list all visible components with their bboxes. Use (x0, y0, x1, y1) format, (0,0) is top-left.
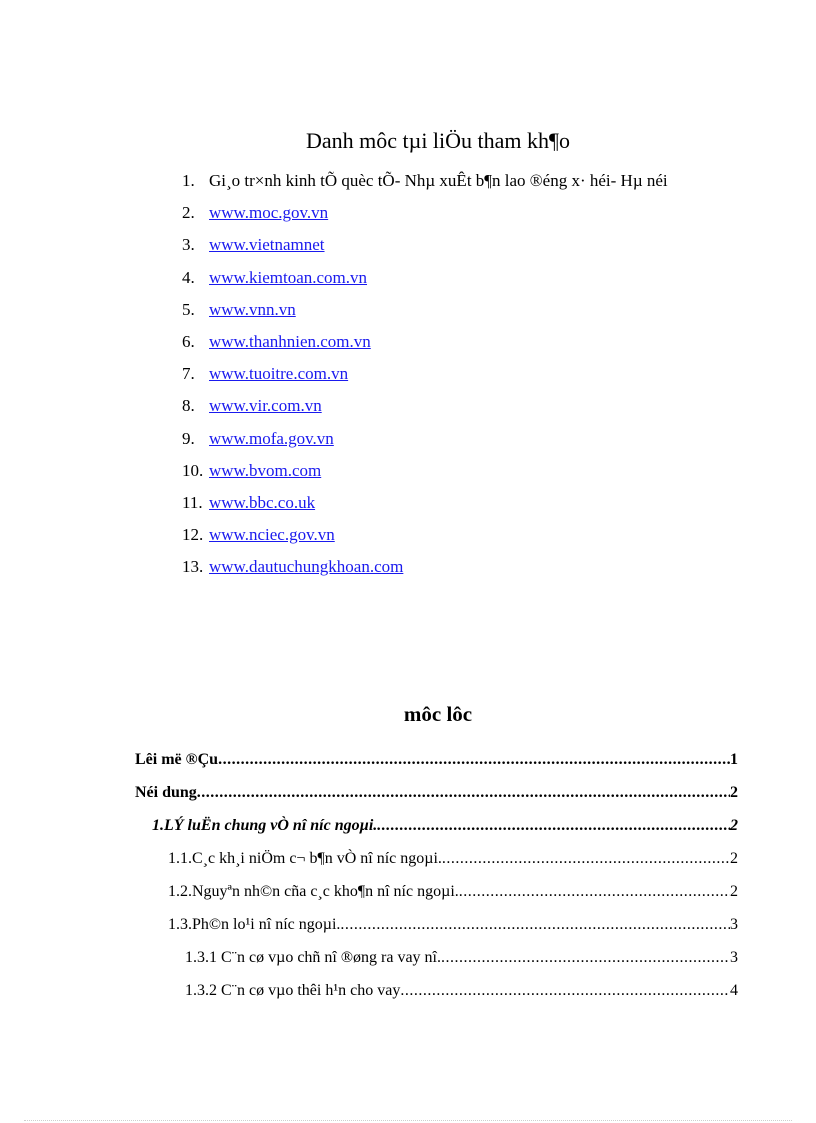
toc-leader-dots (340, 913, 730, 937)
references-title: Danh môc tµi liÖu tham kh¶o (306, 128, 570, 153)
reference-number: 4. (182, 267, 195, 287)
toc-leader-dots (400, 979, 730, 1003)
reference-number: 13. (182, 557, 204, 577)
toc-leader-dots (442, 847, 730, 871)
reference-item-1 (182, 170, 668, 202)
reference-number: 8. (182, 396, 195, 416)
toc-entry[interactable] (135, 748, 738, 772)
toc-entry-page: 2 (730, 883, 738, 900)
references-list (182, 170, 668, 588)
toc-entry-label: 1.2.Nguyªn nh©n cña c¸c kho¶n nî níc ngoµi. (168, 883, 459, 900)
toc-entry-page: 2 (730, 850, 738, 867)
reference-link[interactable]: www.thanhnien.com.vn (209, 331, 371, 351)
reference-link[interactable]: www.vnn.vn (209, 299, 296, 319)
toc-entry-page: 2 (730, 817, 738, 834)
reference-link[interactable]: www.mofa.gov.vn (209, 428, 334, 448)
toc-entry[interactable] (168, 847, 738, 871)
toc-entry[interactable] (185, 946, 738, 970)
page-bottom-rule (24, 1120, 792, 1121)
toc-entry-label: Lêi më ®Çu (135, 751, 219, 768)
toc-entry-label: 1.1.C¸c kh¸i niÖm c¬ b¶n vÒ nî níc ngoµi. (168, 850, 442, 867)
toc-entry-page: 3 (730, 949, 738, 966)
reference-link[interactable]: www.tuoitre.com.vn (209, 364, 349, 384)
reference-item-8 (182, 395, 668, 427)
reference-item-4 (182, 267, 668, 299)
reference-number: 12. (182, 525, 204, 545)
reference-number: 10. (182, 460, 204, 480)
toc-leader-dots (441, 946, 730, 970)
reference-item-10 (182, 460, 668, 492)
toc-leader-dots (377, 814, 730, 838)
reference-number: 1. (182, 171, 195, 190)
toc-entry[interactable] (135, 781, 738, 805)
reference-item-7 (182, 363, 668, 395)
reference-link[interactable]: www.vir.com.vn (209, 396, 322, 416)
reference-item-3 (182, 234, 668, 266)
reference-item-11 (182, 492, 668, 524)
reference-number: 7. (182, 364, 195, 384)
toc-entry[interactable] (152, 814, 738, 838)
reference-link[interactable]: www.bvom.com (209, 460, 322, 480)
reference-number: 3. (182, 235, 195, 255)
toc-entry-label: 1.3.Ph©n lo¹i nî níc ngoµi. (168, 916, 341, 933)
reference-number: 11. (182, 492, 203, 512)
reference-number: 9. (182, 428, 195, 448)
reference-link[interactable]: www.vietnamnet (209, 235, 325, 255)
reference-link[interactable]: www.kiemtoan.com.vn (209, 267, 368, 287)
toc-entry-page: 1 (730, 751, 738, 768)
reference-link[interactable]: www.nciec.gov.vn (209, 525, 335, 545)
toc-entry-page: 3 (730, 916, 738, 933)
reference-link[interactable]: www.dautuchungkhoan.com (209, 557, 404, 577)
toc-entry[interactable] (168, 913, 738, 937)
toc-leader-dots (459, 880, 730, 904)
toc-entry-page: 4 (730, 982, 738, 999)
toc-entry-label: 1.3.1 C¨n cø vµo chñ nî ®øng ra vay nî. (185, 949, 441, 966)
toc-entry[interactable] (185, 979, 738, 1003)
reference-link[interactable]: www.bbc.co.uk (209, 492, 316, 512)
toc-entry[interactable] (168, 880, 738, 904)
reference-item-6 (182, 331, 668, 363)
reference-number: 2. (182, 203, 195, 223)
toc-entry-label: 1.3.2 C¨n cø vµo thêi h¹n cho vay (185, 982, 401, 999)
toc-entry-label: 1.LÝ luËn chung vÒ nî níc ngoµi. (152, 817, 378, 834)
toc-leader-dots (218, 748, 730, 772)
reference-number: 5. (182, 299, 195, 319)
reference-item-13 (182, 556, 668, 588)
reference-item-2 (182, 202, 668, 234)
reference-text: Gi¸o tr×nh kinh tÕ quèc tÕ- Nhµ xuÊt b¶n lao ®éng x· héi- Hµ néi (209, 171, 668, 190)
reference-link[interactable]: www.moc.gov.vn (209, 203, 329, 223)
reference-item-5 (182, 299, 668, 331)
toc-entry-page: 2 (730, 784, 738, 801)
reference-number: 6. (182, 331, 195, 351)
reference-item-9 (182, 428, 668, 460)
reference-item-12 (182, 524, 668, 556)
toc-leader-dots (197, 781, 730, 805)
toc-title: môc lôc (403, 702, 473, 726)
toc-entry-label: Néi dung (135, 784, 197, 801)
